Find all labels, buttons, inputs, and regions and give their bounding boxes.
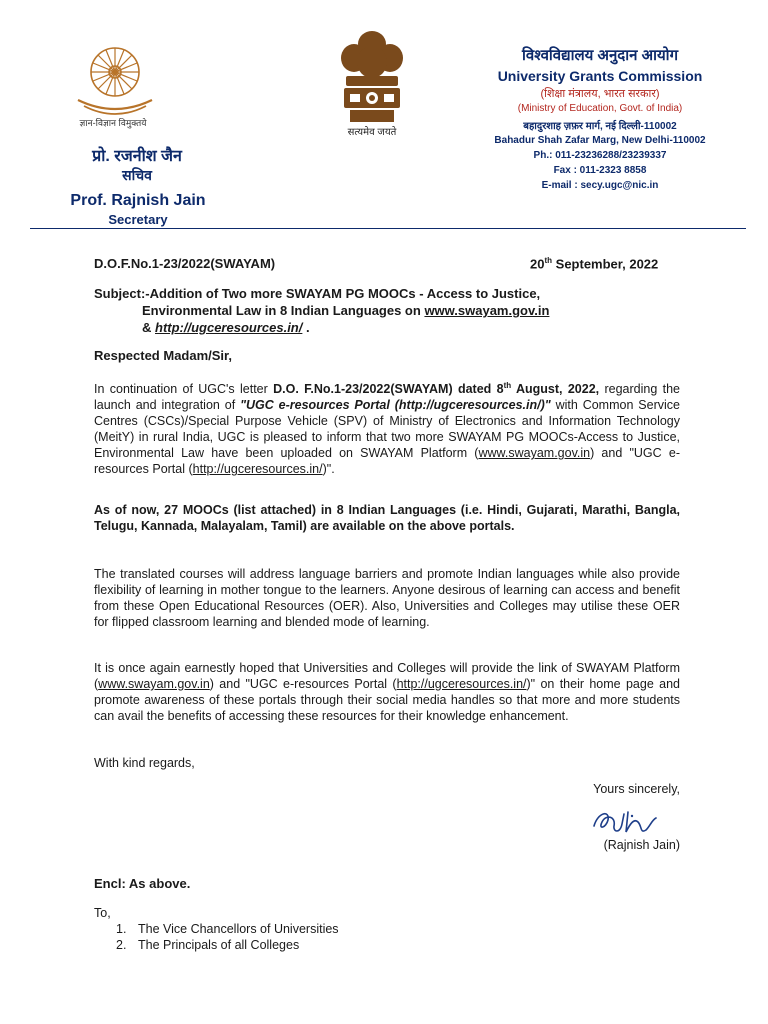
date-rest: September, 2022 bbox=[552, 256, 659, 272]
ugc-logo-icon bbox=[70, 40, 160, 116]
paragraph-4 bbox=[94, 660, 680, 724]
date-suffix: th bbox=[544, 256, 553, 265]
recipient-number: 2. bbox=[116, 938, 127, 952]
list-item bbox=[94, 937, 339, 953]
p4-text-a: It is once again earnestly hoped that Universities and Colleges will provide the link of SWAYAM Platform ( bbox=[94, 661, 680, 691]
address: Bahadur Shah Zafar Marg, New Delhi-110002 bbox=[494, 135, 706, 146]
subject-ugceresources-link[interactable]: http://ugceresources.in/ bbox=[155, 320, 303, 335]
p1-text-b: D.O. F.No.1-23/2022(SWAYAM) dated 8 bbox=[273, 382, 504, 397]
subject-line-2 bbox=[94, 302, 680, 319]
header-divider bbox=[30, 228, 746, 229]
p1-text-h: )". bbox=[322, 462, 335, 477]
secretary-name-hindi: प्रो. रजनीश जैन bbox=[92, 148, 182, 165]
paragraph-3: The translated courses will address language barriers and promote Indian languages while also provide flexibility of learning in mother tongue to the learners. Anyone desirous of learning can access and benefit from these Open Educational Resources (OER). Also, Universities and Colleges may utilise these OER for flipped classroom learning and blended mode of learning. bbox=[94, 567, 680, 629]
to-label: To, bbox=[94, 906, 111, 920]
p1-text-a: In continuation of UGC's letter bbox=[94, 382, 274, 397]
p1-text-d: regarding the launch and integration of bbox=[94, 382, 680, 413]
paragraph-1 bbox=[94, 378, 680, 477]
subject-swayam-link[interactable]: www.swayam.gov.in bbox=[424, 303, 550, 318]
paragraph-2: As of now, 27 MOOCs (list attached) in 8 Indian Languages (i.e. Hindi, Gujarati, Marathi, Bangla, Telugu, Kannada, Malayalam, Tamil) are available on the above portals. bbox=[94, 503, 680, 533]
ministry-hindi: (शिक्षा मंत्रालय, भारत सरकार) bbox=[540, 88, 660, 100]
enclosure: Encl: As above. bbox=[94, 876, 191, 891]
letter-date bbox=[530, 256, 658, 271]
fax: Fax : 011-2323 8858 bbox=[553, 165, 647, 176]
recipient-text: The Principals of all Colleges bbox=[138, 938, 300, 952]
p1-text-g: ) and "UGC e-resources Portal ( bbox=[94, 446, 680, 477]
signatory-name: (Rajnish Jain) bbox=[603, 838, 680, 852]
recipient-list bbox=[94, 921, 339, 953]
subject-line-3-post: . bbox=[302, 320, 310, 335]
secretary-title: Secretary bbox=[108, 212, 168, 227]
subject-line-2-text: Environmental Law in 8 Indian Languages on bbox=[142, 303, 425, 318]
p1-sup: th bbox=[503, 381, 512, 390]
secretary-title-hindi: सचिव bbox=[122, 167, 152, 183]
p1-portal-name: "UGC e-resources Portal (http://ugceresources.in/)" bbox=[240, 398, 551, 413]
date-day: 20 bbox=[530, 256, 545, 272]
p1-swayam-link[interactable]: www.swayam.gov.in bbox=[478, 446, 591, 461]
closing-regards: With kind regards, bbox=[94, 756, 195, 770]
list-item bbox=[94, 921, 339, 937]
p4-text-b: ) and "UGC e-resources Portal ( bbox=[209, 677, 397, 691]
p1-ugceresources-link[interactable]: http://ugceresources.in/ bbox=[192, 462, 323, 477]
p1-text-c: August, 2022, bbox=[511, 382, 600, 397]
ugc-motto: ज्ञान-विज्ञान विमुक्तये bbox=[79, 118, 147, 128]
org-name-hindi: विश्वविद्यालय अनुदान आयोग bbox=[521, 47, 679, 64]
p1-letter-ref bbox=[273, 382, 599, 396]
p4-ugceresources-link[interactable]: http://ugceresources.in/ bbox=[396, 677, 527, 691]
p4-swayam-link[interactable]: www.swayam.gov.in bbox=[98, 677, 210, 691]
signature-icon bbox=[588, 806, 660, 840]
emblem-motto: सत्यमेव जयते bbox=[347, 127, 397, 138]
address-hindi: बहादुरशाह ज़फ़र मार्ग, नई दिल्ली-110002 bbox=[523, 121, 677, 132]
subject-line-3-pre: & bbox=[142, 320, 155, 335]
recipient-number: 1. bbox=[116, 922, 127, 936]
organisation-header bbox=[470, 46, 730, 193]
org-name: University Grants Commission bbox=[497, 68, 703, 84]
subject bbox=[94, 285, 680, 336]
secretary-name: Prof. Rajnish Jain bbox=[70, 192, 206, 209]
email: E-mail : secy.ugc@nic.in bbox=[541, 180, 659, 191]
reference-number: D.O.F.No.1-23/2022(SWAYAM) bbox=[94, 256, 276, 271]
p4-text-c: )" on their home page and promote awareness of these portals through their social media handles so that more and more students can avail the benefits of accessing these resources for their knowledge enhancement. bbox=[94, 677, 680, 723]
phone: Ph.: 011-23236288/23239337 bbox=[533, 150, 667, 161]
subject-line-1: Subject:-Addition of Two more SWAYAM PG MOOCs - Access to Justice, bbox=[94, 286, 541, 301]
recipient-text: The Vice Chancellors of Universities bbox=[138, 922, 339, 936]
yours-sincerely: Yours sincerely, bbox=[593, 782, 680, 796]
salutation: Respected Madam/Sir, bbox=[94, 348, 232, 363]
p1-text-f: with Common Service Centres (CSCs)/Special Purpose Vehicle (SPV) of Ministry of Electronics and Information Technology (MeitY) in rural India, UGC is pleased to inform that two more SWAYAM PG MOOCs-Access to Justice, Environmental Law have been uploaded on SWAYAM Platform ( bbox=[94, 398, 680, 461]
national-emblem-icon bbox=[334, 28, 410, 126]
ministry: (Ministry of Education, Govt. of India) bbox=[517, 103, 683, 114]
subject-line-3 bbox=[94, 319, 680, 336]
